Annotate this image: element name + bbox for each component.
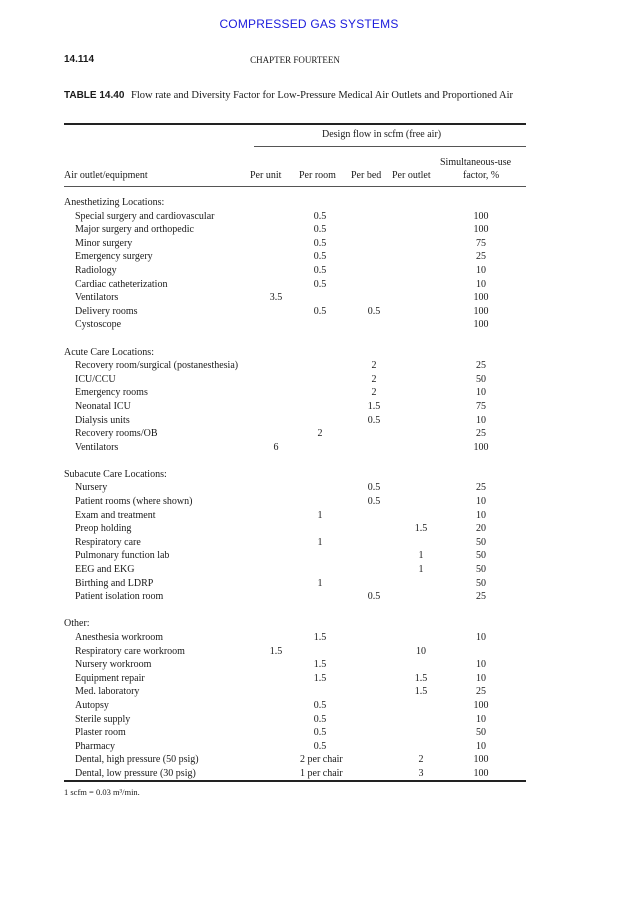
table-row xyxy=(64,373,526,387)
per-bed-value: 2 xyxy=(371,360,377,372)
item-name: Minor surgery xyxy=(75,237,133,249)
header-rule xyxy=(64,186,526,187)
item-name: Birthing and LDRP xyxy=(75,577,154,589)
factor-value: 25 xyxy=(476,428,486,440)
flow-table xyxy=(64,196,526,781)
per-room-value: 1.5 xyxy=(313,659,327,671)
table-row xyxy=(64,237,526,251)
per-room-value: 0.5 xyxy=(313,740,327,752)
per-room-value: 1 xyxy=(317,509,323,521)
factor-value: 100 xyxy=(473,441,489,453)
per-outlet-value: 1.5 xyxy=(414,523,428,535)
table-row xyxy=(64,291,526,305)
item-name: Respiratory care xyxy=(75,536,141,548)
item-name: Recovery room/surgical (postanesthesia) xyxy=(75,360,239,372)
item-name: Major surgery and orthopedic xyxy=(75,224,194,236)
table-row xyxy=(64,305,526,319)
factor-value: 50 xyxy=(476,550,486,562)
per-room-value: 1 xyxy=(317,536,323,548)
item-name: EEG and EKG xyxy=(75,564,135,576)
footnote: 1 scfm = 0.03 m³/min. xyxy=(64,787,140,797)
table-row xyxy=(64,427,526,441)
table-title: Flow rate and Diversity Factor for Low-Pressure Medical Air Outlets and Proportioned Air xyxy=(131,90,514,101)
group-rule xyxy=(254,146,526,147)
factor-value: 25 xyxy=(476,482,486,494)
item-name: Delivery rooms xyxy=(75,305,138,317)
item-name: Plaster room xyxy=(75,727,126,739)
table-row xyxy=(64,481,526,495)
item-name: Sterile supply xyxy=(75,713,131,725)
table-row xyxy=(64,726,526,740)
factor-value: 20 xyxy=(476,523,486,535)
item-name: Pharmacy xyxy=(75,740,115,752)
table-row xyxy=(64,685,526,699)
factor-value: 10 xyxy=(476,278,486,290)
per-room-value: 0.5 xyxy=(313,727,327,739)
per-room-value: 0.5 xyxy=(313,264,327,276)
table-caption xyxy=(64,89,524,103)
per-room-value: 1.5 xyxy=(313,632,327,643)
per-outlet-value: 1.5 xyxy=(414,686,428,698)
factor-value: 75 xyxy=(476,237,486,249)
table-row xyxy=(64,441,526,455)
per-room-value: 1.5 xyxy=(313,672,327,684)
factor-value: 100 xyxy=(473,319,489,331)
running-head: COMPRESSED GAS SYSTEMS xyxy=(219,17,399,31)
per-bed-value: 0.5 xyxy=(367,305,381,317)
header-per-room: Per room xyxy=(299,170,336,181)
table-row xyxy=(64,400,526,414)
factor-value: 10 xyxy=(476,387,486,399)
per-room-value: 0.5 xyxy=(313,251,327,263)
per-room-value: 0.5 xyxy=(313,278,327,290)
factor-value: 25 xyxy=(476,251,486,263)
per-outlet-value: 10 xyxy=(416,645,426,657)
table-row xyxy=(64,658,526,672)
factor-value: 50 xyxy=(476,373,486,385)
item-name: Neonatal ICU xyxy=(75,400,131,412)
factor-value: 25 xyxy=(476,360,486,372)
per-bed-value: 0.5 xyxy=(367,591,381,603)
section-title xyxy=(64,468,526,482)
per-outlet-value: 1 xyxy=(418,564,424,576)
item-name: Ventilators xyxy=(75,441,119,453)
per-outlet-value: 2 xyxy=(418,754,424,766)
item-name: Dental, high pressure (50 psig) xyxy=(75,754,199,766)
factor-value: 25 xyxy=(476,686,486,698)
table-row xyxy=(64,631,526,645)
factor-value: 10 xyxy=(476,509,486,521)
per-unit-value: 6 xyxy=(273,441,279,453)
section-title-text: Other: xyxy=(64,618,90,630)
table-row xyxy=(64,509,526,523)
top-rule xyxy=(64,123,526,125)
per-bed-value: 0.5 xyxy=(367,482,381,494)
table-row xyxy=(64,645,526,659)
table-row xyxy=(64,577,526,591)
table-row xyxy=(64,536,526,550)
factor-value: 100 xyxy=(473,754,489,766)
table-row xyxy=(64,713,526,727)
per-outlet-value: 3 xyxy=(418,767,424,779)
factor-value: 100 xyxy=(473,699,489,711)
per-room-value: 1 xyxy=(317,577,323,589)
item-name: Cystoscope xyxy=(75,319,122,331)
item-name: Equipment repair xyxy=(75,672,145,684)
per-outlet-value: 1.5 xyxy=(414,672,428,684)
item-name: Dental, low pressure (30 psig) xyxy=(75,767,196,779)
table-row xyxy=(64,753,526,767)
factor-value: 100 xyxy=(473,305,489,317)
item-name: Med. laboratory xyxy=(75,686,140,698)
section-spacer xyxy=(64,604,526,618)
factor-value: 50 xyxy=(476,577,486,589)
table-row xyxy=(64,414,526,428)
per-unit-value: 1.5 xyxy=(269,645,283,657)
table-row xyxy=(64,495,526,509)
item-name: Autopsy xyxy=(75,699,109,711)
factor-value: 50 xyxy=(476,564,486,576)
header-factor-line2: factor, % xyxy=(463,170,500,181)
header-item: Air outlet/equipment xyxy=(64,170,148,181)
table-row xyxy=(64,386,526,400)
item-name: Preop holding xyxy=(75,523,132,535)
factor-value: 10 xyxy=(476,659,486,671)
table-row xyxy=(64,672,526,686)
factor-value: 50 xyxy=(476,727,486,739)
factor-value: 100 xyxy=(473,767,489,779)
table-row xyxy=(64,318,526,332)
factor-value: 10 xyxy=(476,632,486,643)
table-row xyxy=(64,767,526,781)
factor-value: 75 xyxy=(476,400,486,412)
section-title-text: Subacute Care Locations: xyxy=(64,468,167,480)
section-title-text: Acute Care Locations: xyxy=(64,346,154,358)
item-name: Cardiac catheterization xyxy=(75,278,168,290)
section-title-text: Anesthetizing Locations: xyxy=(64,197,165,208)
table-row xyxy=(64,210,526,224)
item-name: Anesthesia workroom xyxy=(75,632,164,643)
section-spacer xyxy=(64,332,526,346)
page-number: 14.114 xyxy=(64,54,95,65)
table-row xyxy=(64,264,526,278)
per-room-value: 0.5 xyxy=(313,224,327,236)
per-outlet-value: 1 xyxy=(418,550,424,562)
factor-value: 10 xyxy=(476,496,486,508)
table-row xyxy=(64,223,526,237)
per-room-value: 0.5 xyxy=(313,699,327,711)
factor-value: 10 xyxy=(476,672,486,684)
factor-value: 10 xyxy=(476,713,486,725)
table-row xyxy=(64,250,526,264)
item-name: Emergency surgery xyxy=(75,251,153,263)
table-row xyxy=(64,359,526,373)
factor-value: 10 xyxy=(476,414,486,426)
item-name: Nursery xyxy=(75,482,108,494)
per-room-value: 2 per chair xyxy=(300,754,343,766)
per-room-value: 0.5 xyxy=(313,210,327,222)
header-factor-line1: Simultaneous-use xyxy=(440,157,512,168)
item-name: Nursery workroom xyxy=(75,659,152,671)
item-name: Recovery rooms/OB xyxy=(75,428,158,440)
table-label: TABLE 14.40 xyxy=(64,90,125,101)
per-bed-value: 0.5 xyxy=(367,496,381,508)
item-name: Exam and treatment xyxy=(75,509,156,521)
header-per-outlet: Per outlet xyxy=(392,170,431,181)
section-title xyxy=(64,346,526,360)
factor-value: 100 xyxy=(473,210,489,222)
factor-value: 10 xyxy=(476,264,486,276)
header-per-unit: Per unit xyxy=(250,170,282,181)
per-bed-value: 0.5 xyxy=(367,414,381,426)
table-row xyxy=(64,590,526,604)
per-bed-value: 1.5 xyxy=(367,400,381,412)
per-room-value: 1 per chair xyxy=(300,767,343,779)
table-row xyxy=(64,278,526,292)
section-spacer xyxy=(64,454,526,468)
header-per-bed: Per bed xyxy=(351,170,382,181)
chapter-title: CHAPTER FOURTEEN xyxy=(250,55,340,65)
per-bed-value: 2 xyxy=(371,387,377,399)
per-unit-value: 3.5 xyxy=(269,292,283,304)
per-room-value: 0.5 xyxy=(313,713,327,725)
factor-value: 100 xyxy=(473,224,489,236)
item-name: Special surgery and cardiovascular xyxy=(75,210,215,222)
table-row xyxy=(64,563,526,577)
table-row xyxy=(64,740,526,754)
item-name: Respiratory care workroom xyxy=(75,645,185,657)
per-room-value: 0.5 xyxy=(313,237,327,249)
item-name: Patient isolation room xyxy=(75,591,164,603)
section-title xyxy=(64,617,526,631)
item-name: Dialysis units xyxy=(75,414,130,426)
item-name: ICU/CCU xyxy=(75,373,116,385)
table-row xyxy=(64,522,526,536)
per-room-value: 0.5 xyxy=(313,305,327,317)
item-name: Patient rooms (where shown) xyxy=(75,496,193,508)
item-name: Ventilators xyxy=(75,292,119,304)
item-name: Radiology xyxy=(75,264,117,276)
per-bed-value: 2 xyxy=(371,373,377,385)
header-group: Design flow in scfm (free air) xyxy=(322,129,442,140)
factor-value: 50 xyxy=(476,536,486,548)
factor-value: 100 xyxy=(473,292,489,304)
factor-value: 25 xyxy=(476,591,486,603)
item-name: Emergency rooms xyxy=(75,387,148,399)
bottom-rule xyxy=(64,780,526,782)
item-name: Pulmonary function lab xyxy=(75,550,170,562)
table-row xyxy=(64,699,526,713)
per-room-value: 2 xyxy=(317,428,323,440)
factor-value: 10 xyxy=(476,740,486,752)
section-title xyxy=(64,196,526,210)
table-row xyxy=(64,549,526,563)
